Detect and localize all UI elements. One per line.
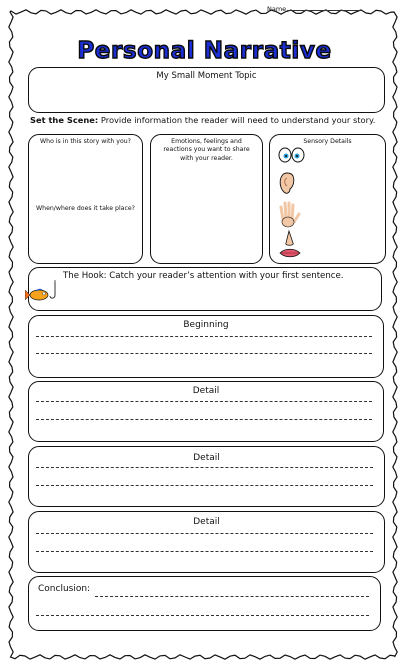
name-label: Name — [267, 5, 287, 13]
hook-box[interactable] — [28, 267, 382, 311]
writing-line[interactable] — [36, 353, 372, 354]
who-prompt: Who is in this story with you? — [40, 138, 131, 145]
hand-icon — [281, 203, 299, 227]
sensory-box[interactable] — [269, 134, 386, 264]
writing-line[interactable] — [36, 485, 373, 486]
topic-label: My Small Moment Topic — [156, 71, 257, 81]
name-blank[interactable] — [287, 10, 363, 11]
beginning-box[interactable] — [28, 315, 384, 378]
page-title: Personal Narrative — [77, 38, 332, 64]
topic-box[interactable] — [28, 67, 385, 113]
mouth-icon — [280, 249, 300, 257]
hook-label: The Hook: Catch your reader’s attention with your first sentence. — [63, 271, 344, 281]
set-scene-label: Set the Scene: — [30, 115, 99, 125]
name-field[interactable] — [267, 5, 363, 13]
emotions-box[interactable] — [150, 134, 263, 264]
nose-icon — [286, 231, 293, 245]
detail-box-2[interactable] — [28, 446, 385, 507]
conclusion-box[interactable] — [28, 576, 381, 631]
where-prompt: When/where does it take place? — [36, 205, 135, 212]
writing-line[interactable] — [36, 401, 372, 402]
set-scene-instruction — [30, 115, 375, 125]
detail-label-2: Detail — [193, 453, 220, 463]
writing-line[interactable] — [95, 596, 369, 597]
conclusion-label: Conclusion: — [38, 584, 91, 594]
eyes-icon — [279, 148, 304, 162]
writing-line[interactable] — [36, 336, 372, 337]
sensory-label: Sensory Details — [303, 138, 352, 145]
writing-line[interactable] — [36, 467, 373, 468]
sensory-icons — [273, 145, 313, 265]
writing-line[interactable] — [36, 533, 373, 534]
detail-box-3[interactable] — [28, 511, 385, 573]
writing-line[interactable] — [36, 615, 369, 616]
emotions-prompt: Emotions, feelings and reactions you want to share with your reader. — [163, 138, 250, 162]
beginning-label: Beginning — [183, 320, 229, 330]
detail-label-1: Detail — [192, 386, 220, 396]
fish-hook-icon — [25, 280, 61, 304]
ear-icon — [280, 173, 294, 193]
writing-line[interactable] — [36, 551, 373, 552]
detail-label-3: Detail — [193, 517, 220, 527]
set-scene-text: Provide information the reader will need to understand your story. — [98, 115, 376, 125]
detail-box-1[interactable] — [28, 381, 384, 442]
who-where-box[interactable] — [28, 134, 143, 264]
writing-line[interactable] — [36, 419, 372, 420]
